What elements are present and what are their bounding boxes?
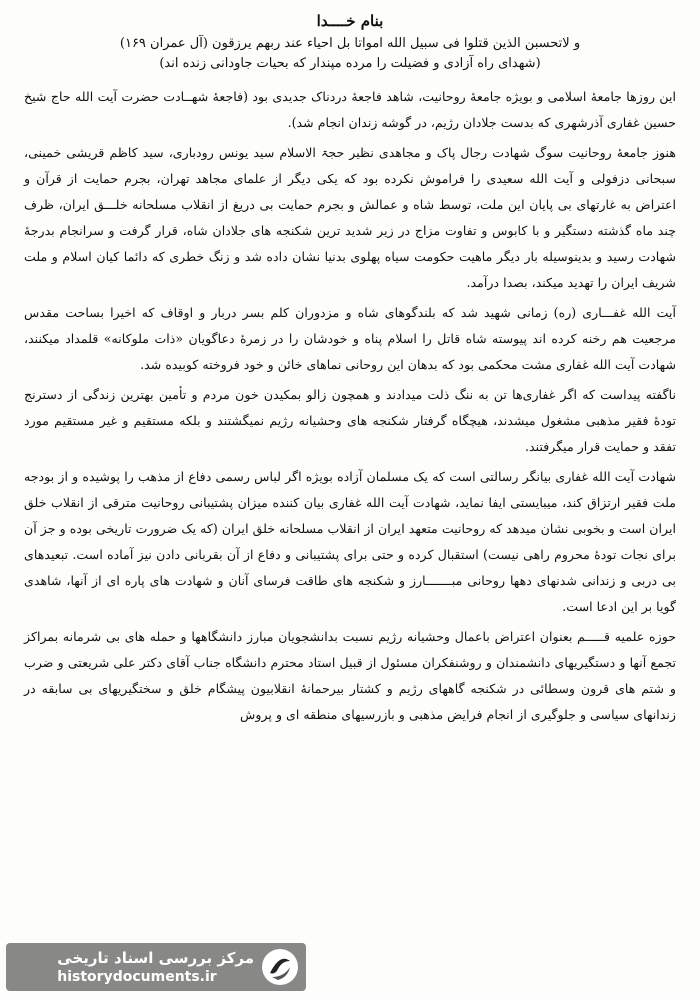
document-heading: بنام خــــدا xyxy=(316,12,384,30)
quran-verse-line: و لاتحسبن الذین قتلوا فی سبیل الله امواتا بل احیاء عند ربهم یرزقون (آل عمران ۱۶۹) xyxy=(119,36,581,51)
body-paragraph: این روزها جامعهٔ اسلامی و بویژه جامعهٔ روحانیت، شاهد فاجعهٔ دردناک جدیدی بود (فاجعهٔ شهــادت حضرت آیت الله حاج شیخ حسین غفاری آذرشهری که بدست جلادان رژیم، در گوشه زندان انجام شد). xyxy=(24,89,676,130)
body-paragraph: حوزه علمیه قـــــم بعنوان اعتراض باعمال وحشیانه رژیم نسبت بدانشجویان مبارز دانشگاهها و حمله های بی شرمانه بمراکز تجمع آنها و دستگیریهای دانشمندان و روشنفکران مسئول از قبیل استاد محترم دانشگاه جناب آقای دکتر علی شریعتی و ضرب و شتم های قرون وسطائی در شکنجه گاههای رژیم و کشتار بیرحمانهٔ انقلابیون پیشگام خلق و سختگیریهای بی سابقه در زندانهای سیاسی و جلوگیری از انجام فرایض مذهبی و بازرسیهای منطقه ای و پروش xyxy=(24,629,676,722)
body-paragraph: شهادت آیت الله غفاری بیانگر رسالتی است که یک مسلمان آزاده بویژه اگر لباس رسمی دفاع از مذهب را پوشیده و از بودجه ملت فقیر ارتزاق کند، میبایستی ایفا نماید، شهادت آیت الله غفاری بیان کننده میزان پشتیبانی روحانیت مترقی از انقلاب خلق ایران است و بخوبی نشان میدهد که روحانیت متعهد ایران از انقلاب مسلحانه خلق ایران (که یک ضرورت تاریخی بوده و جز آن برای نجات تودهٔ محروم راهی نیست) استقبال کرده و حتی برای پشتیبانی و دفاع از آن بقربانی دادن نیز آماده است. تبعیدهای بی دربی و زندانی شدنهای دهها روحانی مبـــــــارز و شکنجه های طاقت فرسای آنان و شهادت های پاره ای از آنها، شاهدی گویا بر این ادعا است. xyxy=(24,469,676,614)
verse-translation-line: (شهدای راه آزادی و فضیلت را مرده مپندار که بحیات جاودانی زنده اند) xyxy=(159,56,541,71)
body-paragraph: هنوز جامعهٔ روحانیت سوگ شهادت رجال پاک و مجاهدی نظیر حجۃ الاسلام سید یونس رودباری، سید کاظم قریشی خمینی، سبحانی دزفولی و آیت الله سعیدی را فراموش نکرده بود که یکی دیگر از علمای مجاهد تهران، بجرم حمایت از قرآن و اعتراض به غارتهای بی پایان این ملت، توسط شاه و عمالش و بجرم حمایت بی دریغ از انقلاب مسلحانه خلـــق ایران، ظرف چند ماه گذشته دستگیر و با کابوس و تفاوت مزاج در زیر شدید ترین شکنجه های جلادان شاه، قرار گرفت و سرانجام بدرجهٔ شهادت رسید و بدینوسیله بار دیگر ماهیت حکومت سیاه پهلوی بدنیا نشان داده شد و زنگ خطری که دائما کیان اسلام و ملت شریف ایران را تهدید میکند، بصدا درآمد. xyxy=(24,145,676,290)
archive-logo-icon xyxy=(260,947,300,987)
body-paragraph: ناگفته پیداست که اگر غفاری‌ها تن به ننگ ذلت میدادند و همچون زالو بمکیدن خون مردم و تأمین بهترین زندگی از دسترنج تودهٔ فقیر مذهبی مشغول میشدند، هیچگاه گرفتار شکنجه های وحشیانه رژیم نمیگشتند و بلکه مستقیم و غیر مستقیم مورد تفقد و حمایت قرار میگرفتند. xyxy=(24,387,676,454)
watermark-name: مرکز بررسی اسناد تاریخی xyxy=(57,949,254,967)
watermark xyxy=(6,943,306,991)
body-paragraph: آیت الله غفـــاری (ره) زمانی شهید شد که بلندگوهای شاه و مزدوران کلم بسر دربار و اوقاف که اخیرا بساحت مقدس مرجعیت هم رخنه کرده اند پیوسته شاه قاتل را اسلام پناه و خودشان را در زمرهٔ دعاگویان «ذات ملوکانه» قلمداد میکنند، شهادت آیت الله غفاری مشت محکمی بود که بدهان این روحانی نماهای خائن و خود فروخته کوبیده شد. xyxy=(24,305,676,372)
watermark-url: historydocuments.ir xyxy=(57,969,217,985)
